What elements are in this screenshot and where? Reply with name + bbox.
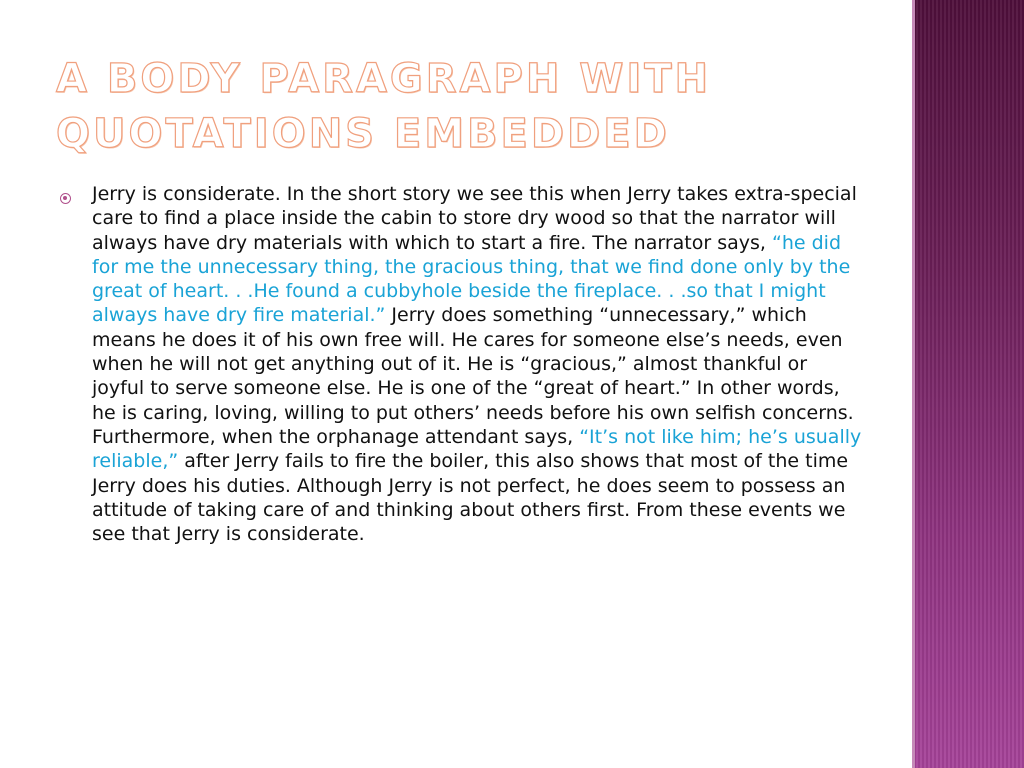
side-band-edge — [912, 0, 915, 768]
side-band-texture — [912, 0, 1024, 768]
paragraph-text-2: Jerry does something “unnecessary,” which means he does it of his own free will. He cares for someone else’s needs, even when he will not get anything out of it. He is “gracious,” almost thankful or joyful to serve someone else. He is one of the “great of heart.” In other words, he is caring, loving, willing to put others’ needs before his own selfish concerns. Furthermore, when the orphanage attendant says, — [92, 304, 854, 448]
slide-title-line-2: QUOTATIONS EMBEDDED — [56, 111, 670, 157]
decorative-side-band — [912, 0, 1024, 768]
embedded-quotation-2: “It’s not like him; he’s usually reliable,” — [92, 425, 862, 473]
body-paragraph — [92, 182, 862, 546]
slide-title-line-1: A BODY PARAGRAPH WITH — [56, 56, 711, 102]
slide-title — [56, 52, 856, 162]
embedded-quotation-1: “he did for me the unnecessary thing, the gracious thing, that we find done only by the great of heart. . .He found a cubbyhole beside the fireplace. . .so that I might always have dry fire material.” — [92, 231, 851, 327]
paragraph-text-1: Jerry is considerate. In the short story we see this when Jerry takes extra-special care to find a place inside the cabin to store dry wood so that the narrator will always have dry materials with which to start a fire. The narrator says, — [92, 183, 857, 254]
paragraph-text-3: after Jerry fails to fire the boiler, this also shows that most of the time Jerry does his duties. Although Jerry is not perfect, he does seem to possess an attitude of taking care of and thinking about others first. From these events we see that Jerry is considerate. — [92, 450, 849, 546]
ringed-dot-bullet-icon — [60, 193, 71, 204]
